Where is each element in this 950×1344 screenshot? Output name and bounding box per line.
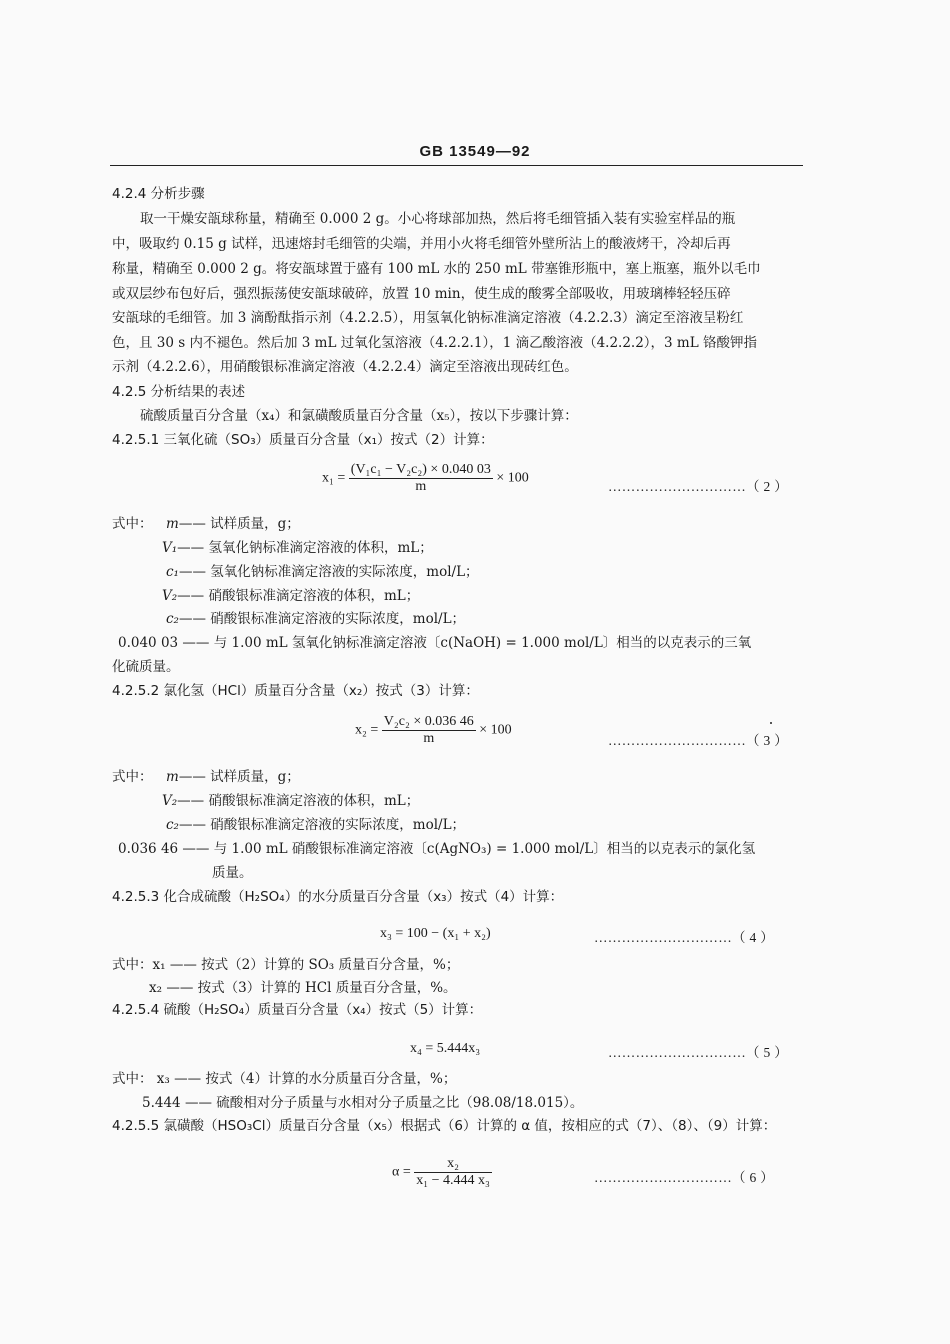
header-rule <box>110 165 803 166</box>
equation-4: x₃ = 100 − (x₁ + x₂) <box>380 926 491 941</box>
eq5-number: …………………………（ 5 ） <box>608 1045 788 1060</box>
eq2-lhs: x₁ = <box>322 470 346 486</box>
equation-5: x₄ = 5.444x₃ <box>410 1041 481 1056</box>
equation-3 <box>355 714 512 747</box>
eq6-denominator: x₁ − 4.444 x₃ <box>416 1173 490 1188</box>
def4-x1: 式中：x₁ —— 按式（2）计算的 SO₃ 质量百分含量，%； <box>112 957 460 973</box>
eq2-denominator: m <box>415 479 427 494</box>
heading-4-2-5-5: 4.2.5.5 氯磺酸（HSO₃Cl）质量百分含量（x₅）根据式（6）计算的 α 值，按相应的式（7）、（8）、（9）计算： <box>112 1118 777 1134</box>
para-line-2: 中，吸取约 0.15 g 试样，迅速熔封毛细管的尖端，并用小火将毛细管外壁所沾上的酸液烤干，冷却后再 <box>112 236 731 252</box>
heading-4-2-5-3: 4.2.5.3 化合成硫酸（H₂SO₄）的水分质量百分含量（x₃）按式（4）计算： <box>112 889 564 905</box>
note-0-03646-cont: 质量。 <box>212 865 253 881</box>
eq2-number: …………………………（ 2 ） <box>608 479 788 494</box>
note-0-04003: 0.040 03 —— 与 1.00 mL 氢氧化钠标准滴定溶液〔c(NaOH) = 1.000 mol/L〕相当的以克表示的三氧 <box>118 635 752 651</box>
eq3-fraction <box>382 714 476 747</box>
note-0-03646: 0.036 46 —— 与 1.00 mL 硝酸银标准滴定溶液〔c(AgNO₃) = 1.000 mol/L〕相当的以克表示的氯化氢 <box>118 841 756 857</box>
eq3-number: …………………………（ 3 ） <box>608 733 788 748</box>
equation-2 <box>322 462 529 495</box>
def-c2: c₂—— 硝酸银标准滴定溶液的实际浓度，mol/L； <box>166 611 466 627</box>
heading-4-2-5: 4.2.5 分析结果的表述 <box>112 384 246 400</box>
def-v1: V₁—— 氢氧化钠标准滴定溶液的体积，mL； <box>162 540 433 556</box>
eq6-lhs: α = <box>392 1164 411 1180</box>
equation-6 <box>392 1156 492 1189</box>
def5-ratio: 5.444 —— 硫酸相对分子质量与水相对分子质量之比（98.08/18.015）。 <box>142 1095 584 1111</box>
intro-4-2-5: 硫酸质量百分含量（x₄）和氯磺酸质量百分含量（x₅），按以下步骤计算： <box>140 408 578 424</box>
def5-x3: 式中： x₃ —— 按式（4）计算的水分质量百分含量，%； <box>112 1071 457 1087</box>
def3-c2: c₂—— 硝酸银标准滴定溶液的实际浓度，mol/L； <box>166 817 466 833</box>
standard-code: GB 13549—92 <box>419 143 531 160</box>
eq3-tail: × 100 <box>479 722 512 738</box>
scan-speck <box>770 722 772 724</box>
para-line-6: 色，且 30 s 内不褪色。然后加 3 mL 过氧化氢溶液（4.2.2.1），1 滴乙酸溶液（4.2.2.2），3 mL 铬酸钾指 <box>112 335 757 351</box>
eq3-lhs: x₂ = <box>355 722 379 738</box>
eq3-numerator: V₂c₂ × 0.036 46 <box>383 714 474 729</box>
def3-m: m—— 试样质量，g； <box>166 769 300 785</box>
eq6-number: …………………………（ 6 ） <box>594 1170 774 1185</box>
eq2-tail: × 100 <box>496 470 529 486</box>
para-line-5: 安瓿球的毛细管。加 3 滴酚酞指示剂（4.2.2.5），用氢氧化钠标准滴定溶液（4.2.2.3）滴定至溶液呈粉红 <box>112 310 744 326</box>
heading-4-2-5-1: 4.2.5.1 三氧化硫（SO₃）质量百分含量（x₁）按式（2）计算： <box>112 432 494 448</box>
eq6-numerator: x₂ <box>414 1156 492 1173</box>
eq3-denominator: m <box>423 731 435 746</box>
eq4-number: …………………………（ 4 ） <box>594 930 774 945</box>
heading-4-2-4: 4.2.4 分析步骤 <box>112 186 205 202</box>
para-line-3: 称量，精确至 0.000 2 g。将安瓿球置于盛有 100 mL 水的 250 mL 带塞锥形瓶中，塞上瓶塞，瓶外以毛巾 <box>112 261 761 277</box>
para-line-4: 或双层纱布包好后，强烈振荡使安瓿球破碎，放置 10 min，使生成的酸雾全部吸收，用玻璃棒轻轻压碎 <box>112 286 731 302</box>
para-line-1: 取一干燥安瓿球称量，精确至 0.000 2 g。小心将球部加热，然后将毛细管插入装有实验室样品的瓶 <box>140 211 736 227</box>
para-line-7: 示剂（4.2.2.6），用硝酸银标准滴定溶液（4.2.2.4）滴定至溶液出现砖红色。 <box>112 359 578 375</box>
def-m: m—— 试样质量，g； <box>166 516 300 532</box>
heading-4-2-5-2: 4.2.5.2 氯化氢（HCl）质量百分含量（x₂）按式（3）计算： <box>112 683 479 699</box>
note-0-04003-cont: 化硫质量。 <box>112 659 180 675</box>
where-label-3: 式中： <box>112 769 153 785</box>
eq2-numerator: (V₁c₁ − V₂c₂) × 0.040 03 <box>350 462 491 477</box>
where-label-2: 式中： <box>112 516 153 532</box>
def-v2: V₂—— 硝酸银标准滴定溶液的体积，mL； <box>162 588 420 604</box>
heading-4-2-5-4: 4.2.5.4 硫酸（H₂SO₄）质量百分含量（x₄）按式（5）计算： <box>112 1002 483 1018</box>
def-c1: c₁—— 氢氧化钠标准滴定溶液的实际浓度，mol/L； <box>166 564 479 580</box>
def3-v2: V₂—— 硝酸银标准滴定溶液的体积，mL； <box>162 793 420 809</box>
eq2-fraction <box>349 462 493 495</box>
def4-x2: x₂ —— 按式（3）计算的 HCl 质量百分含量，%。 <box>149 980 457 996</box>
eq6-fraction <box>414 1156 492 1189</box>
